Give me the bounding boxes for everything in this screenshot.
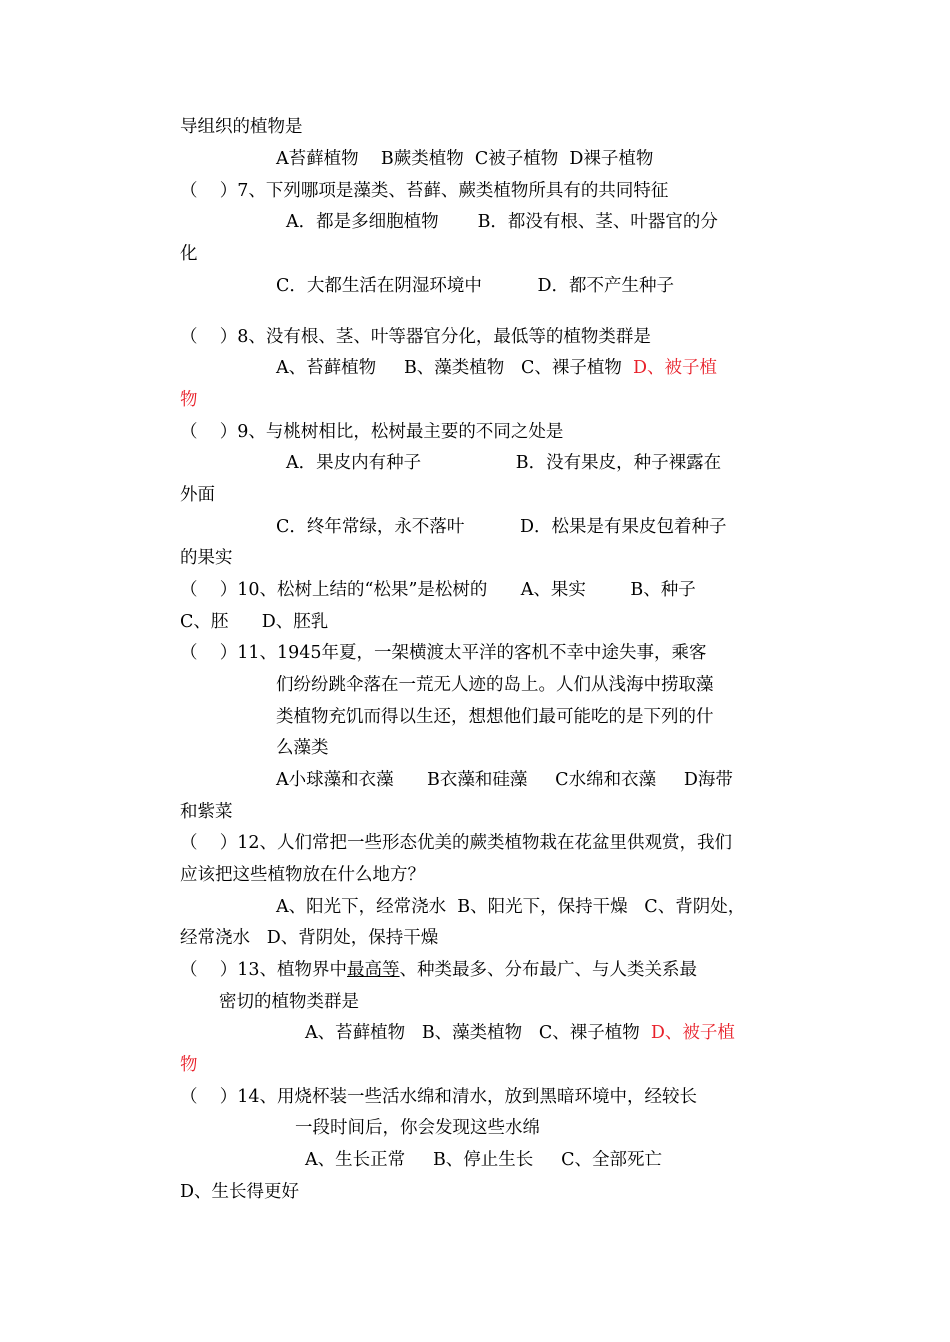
question-13-stem xyxy=(180,959,697,981)
question-13-stem-part1: （ ）13、植物界中 xyxy=(180,960,348,980)
question-11-stem-line3: 类植物充饥而得以生还，想想他们最可能吃的是下列的什 xyxy=(276,707,714,727)
question-14-stem: （ ）14、用烧杯装一些活水绵和清水，放到黑暗环境中，经较长 xyxy=(180,1087,698,1107)
question-10-options-wrap: C、胚 D、胚乳 xyxy=(180,612,329,632)
question-11-stem: （ ）11、1945年夏，一架横渡太平洋的客机不幸中途失事，乘客 xyxy=(180,643,707,663)
question-12-stem-line2: 应该把这些植物放在什么地方？ xyxy=(180,865,425,885)
question-13-underlined-term: 最高等 xyxy=(347,960,400,980)
question-6-options: A苔藓植物 B蕨类植物 C被子植物 D裸子植物 xyxy=(276,149,654,169)
question-13-options xyxy=(305,1022,735,1044)
question-14-options-wrap: D、生长得更好 xyxy=(180,1182,300,1202)
question-8-stem: （ ）8、没有根、茎、叶等器官分化，最低等的植物类群是 xyxy=(180,327,651,347)
question-8-answer-d: D、被子植 xyxy=(633,358,718,378)
question-13-answer-d: D、被子植 xyxy=(650,1023,735,1043)
question-9-options-cd: C．终年常绿，永不落叶 D．松果是有果皮包着种子 xyxy=(276,517,727,537)
question-10-stem: （ ）10、松树上结的“松果”是松树的 A、果实 B、种子 xyxy=(180,580,696,600)
question-11-stem-line4: 么藻类 xyxy=(276,738,329,758)
question-13-stem-part2: 、种类最多、分布最广、与人类关系最 xyxy=(399,960,698,980)
question-13-stem-line2: 密切的植物类群是 xyxy=(219,992,359,1012)
question-7-options-ab: A．都是多细胞植物 B．都没有根、茎、叶器官的分 xyxy=(286,212,718,232)
question-6-stem-tail: 导组织的植物是 xyxy=(180,117,303,137)
question-11-stem-line2: 们纷纷跳伞落在一荒无人迹的岛上。人们从浅海中捞取藻 xyxy=(276,675,714,695)
question-7-options-ab-wrap: 化 xyxy=(180,244,198,264)
question-7-options-cd: C．大都生活在阴湿环境中 D．都不产生种子 xyxy=(276,276,675,296)
question-7-stem: （ ）7、下列哪项是藻类、苔藓、蕨类植物所具有的共同特征 xyxy=(180,181,669,201)
question-9-options-cd-wrap: 的果实 xyxy=(180,548,233,568)
question-8-options-abc: A、苔藓植物 B、藻类植物 C、裸子植物 xyxy=(276,358,634,378)
question-8-options xyxy=(276,357,717,379)
question-12-options-wrap: 经常浇水 D、背阴处，保持干燥 xyxy=(180,928,439,948)
question-12-options: A、阳光下，经常浇水 B、阳光下，保持干燥 C、背阴处， xyxy=(276,897,746,917)
question-9-options-ab: A．果皮内有种子 B．没有果皮，种子裸露在 xyxy=(286,453,722,473)
question-14-options: A、生长正常 B、停止生长 C、全部死亡 xyxy=(305,1150,663,1170)
question-9-stem: （ ）9、与桃树相比，松树最主要的不同之处是 xyxy=(180,422,564,442)
question-8-answer-d-wrap: 物 xyxy=(180,390,198,410)
question-11-options: A小球藻和衣藻 B衣藻和硅藻 C水绵和衣藻 D海带 xyxy=(276,770,733,790)
question-11-options-wrap: 和紫菜 xyxy=(180,802,233,822)
question-14-stem-line2: 一段时间后，你会发现这些水绵 xyxy=(295,1118,540,1138)
question-9-options-ab-wrap: 外面 xyxy=(180,485,215,505)
question-12-stem: （ ）12、人们常把一些形态优美的蕨类植物栽在花盆里供观赏，我们 xyxy=(180,833,733,853)
question-13-options-abc: A、苔藓植物 B、藻类植物 C、裸子植物 xyxy=(305,1023,651,1043)
question-13-answer-d-wrap: 物 xyxy=(180,1055,198,1075)
